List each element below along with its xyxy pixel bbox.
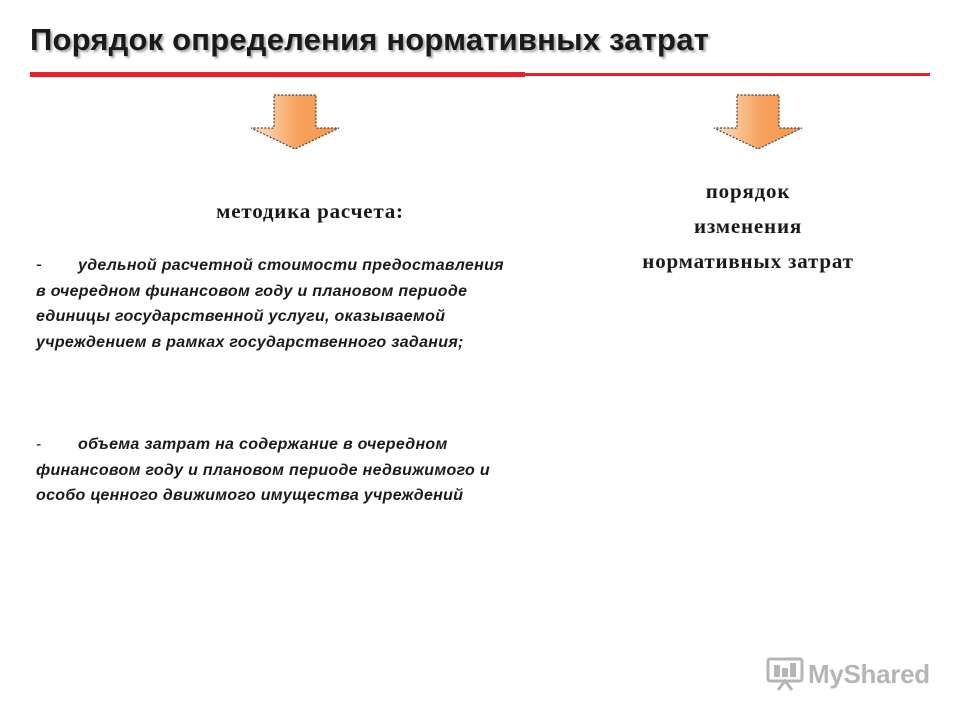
title-underline-thin [525, 73, 930, 76]
title-underline-thick [30, 72, 525, 77]
presentation-board-icon [766, 656, 804, 692]
heading-line: порядок [705, 179, 791, 203]
list-bullet: - [36, 254, 43, 274]
list-item [36, 252, 516, 355]
list-item [36, 432, 516, 509]
list-bullet: - [36, 436, 42, 453]
watermark-logo [766, 655, 930, 693]
heading-line: нормативных затрат [642, 249, 854, 273]
list-item-text: объема затрат на содержание в очередном финансовом году и плановом периоде недвижимого и особо ценного движимого имущества учреждений [36, 436, 490, 504]
heading-line: изменения [693, 214, 803, 238]
watermark-text: MyShared [808, 658, 930, 689]
down-arrow-icon [713, 94, 803, 150]
list-item-text: удельной расчетной стоимости предоставления в очередном финансовом году и плановом периоде единицы государственной услуги, оказываемой учреждением в рамках государственного задания; [36, 257, 504, 351]
page-title: Порядок определения нормативных затрат [30, 22, 710, 57]
down-arrow-icon [250, 94, 340, 150]
change-procedure-heading [598, 174, 898, 279]
method-heading: методика расчета: [216, 199, 404, 223]
